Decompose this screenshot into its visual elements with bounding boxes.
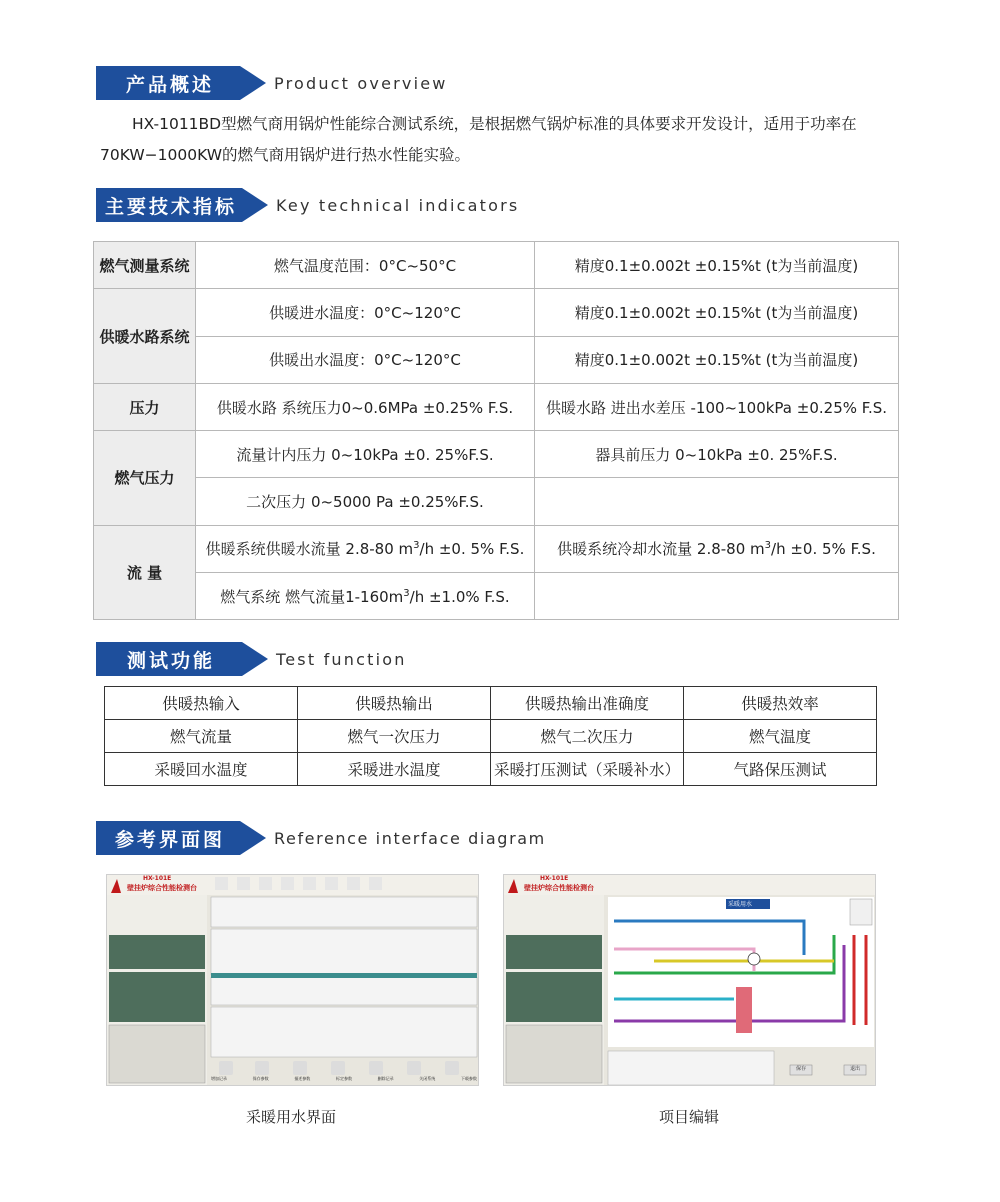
calibrate-params-button[interactable]: 标定参数 [335, 1076, 352, 1081]
superscript: 3 [413, 540, 420, 552]
section-title-en: Key technical indicators [276, 195, 520, 215]
category-cell: 流 量 [94, 525, 196, 620]
table-row [94, 525, 899, 572]
close-system-button[interactable]: 关闭系统 [419, 1076, 436, 1081]
caption-right: 项目编辑 [659, 1108, 720, 1126]
spec-text: /h ±0. 5% F.S. [419, 540, 525, 559]
section-header-indicators [100, 187, 519, 223]
spec-cell [535, 525, 899, 572]
function-cell: 供暖热输入 [105, 687, 298, 720]
table-row [94, 431, 899, 478]
section-title-tag: 参考界面图 [100, 821, 240, 855]
function-cell: 燃气流量 [105, 720, 298, 753]
app-title: 壁挂炉综合性能检测台 [127, 884, 197, 892]
section-header-overview [100, 65, 448, 101]
screenshot-drawing [107, 875, 479, 1086]
add-record-button[interactable]: 增加记录 [211, 1076, 227, 1081]
functions-table [104, 686, 877, 786]
table-row [94, 336, 899, 383]
describe-params-button[interactable]: 描述参数 [294, 1076, 311, 1081]
table-row [105, 720, 877, 753]
spec-cell: 供暖出水温度：0°C~120°C [196, 336, 535, 383]
section-title-tag: 产品概述 [100, 66, 240, 100]
function-cell: 供暖热输出准确度 [491, 687, 684, 720]
spec-cell: 供暖进水温度：0°C~120°C [196, 289, 535, 336]
table-row [94, 242, 899, 289]
category-cell: 供暖水路系统 [94, 289, 196, 384]
table-row [94, 289, 899, 336]
spec-cell: 燃气温度范围：0°C~50°C [196, 242, 535, 289]
exit-button[interactable]: 退出 [850, 1066, 861, 1072]
function-cell: 采暖回水温度 [105, 753, 298, 786]
function-cell: 燃气二次压力 [491, 720, 684, 753]
screenshot-heating-water [106, 874, 479, 1086]
table-row [105, 753, 877, 786]
save-button[interactable]: 保存 [796, 1066, 807, 1072]
function-cell: 气路保压测试 [684, 753, 877, 786]
download-params-button[interactable]: 下载参数 [460, 1076, 477, 1081]
app-title: 壁挂炉综合性能检测台 [524, 884, 594, 892]
superscript: 3 [403, 587, 410, 599]
function-cell: 燃气一次压力 [298, 720, 491, 753]
delete-record-button[interactable]: 删除记录 [377, 1076, 394, 1081]
section-title-en: Reference interface diagram [274, 828, 546, 848]
overview-line1: HX-1011BD型燃气商用锅炉性能综合测试系统，是根据燃气锅炉标准的具体要求开发设计，适用于功率在 [132, 115, 857, 133]
spec-cell: 精度0.1±0.002t ±0.15%t (t为当前温度) [535, 242, 899, 289]
category-cell: 燃气测量系统 [94, 242, 196, 289]
table-row [94, 383, 899, 430]
spec-cell: 精度0.1±0.002t ±0.15%t (t为当前温度) [535, 336, 899, 383]
panel-label: 采暖用水 [728, 901, 753, 908]
section-title-tag: 测试功能 [100, 642, 242, 676]
spec-cell: 器具前压力 0~10kPa ±0. 25%F.S. [535, 431, 899, 478]
function-cell: 供暖热输出 [298, 687, 491, 720]
section-title-en: Test function [276, 649, 407, 669]
function-cell: 采暖进水温度 [298, 753, 491, 786]
section-header-functions [100, 641, 407, 677]
section-title-tag: 主要技术指标 [100, 188, 242, 222]
screenshot-drawing [504, 875, 876, 1086]
function-cell: 供暖热效率 [684, 687, 877, 720]
indicators-table [93, 241, 899, 620]
caption-left: 采暖用水界面 [246, 1108, 337, 1126]
screenshot-project-edit [503, 874, 876, 1086]
spec-text: /h ±0. 5% F.S. [771, 540, 876, 559]
superscript: 3 [764, 540, 772, 552]
overview-line2: 70KW−1000KW的燃气商用锅炉进行热水性能实验。 [100, 146, 471, 164]
spec-cell [196, 573, 535, 620]
table-row [94, 573, 899, 620]
spec-cell: 精度0.1±0.002t ±0.15%t (t为当前温度) [535, 289, 899, 336]
spec-text: /h ±1.0% F.S. [409, 587, 510, 606]
spec-cell: 二次压力 0~5000 Pa ±0.25%F.S. [196, 478, 535, 525]
spec-cell [196, 525, 535, 572]
function-cell: 采暖打压测试（采暖补水） [491, 753, 684, 786]
spec-cell [535, 573, 899, 620]
spec-cell: 流量计内压力 0~10kPa ±0. 25%F.S. [196, 431, 535, 478]
section-header-reference [100, 820, 546, 856]
toolbar-buttons [211, 1076, 477, 1082]
spec-cell: 供暖水路 进出水差压 -100~100kPa ±0.25% F.S. [535, 383, 899, 430]
category-cell: 压力 [94, 383, 196, 430]
spec-cell [535, 478, 899, 525]
save-params-button[interactable]: 保存参数 [252, 1076, 269, 1081]
table-row [94, 478, 899, 525]
category-cell: 燃气压力 [94, 431, 196, 526]
spec-text: 燃气系统 燃气流量1-160m [220, 587, 404, 606]
spec-cell: 供暖水路 系统压力0~0.6MPa ±0.25% F.S. [196, 383, 535, 430]
app-title-small: HX-101E [143, 875, 172, 882]
function-cell: 燃气温度 [684, 720, 877, 753]
spec-text: 供暖系统冷却水流量 2.8-80 m [557, 540, 765, 559]
spec-text: 供暖系统供暖水流量 2.8-80 m [205, 540, 414, 559]
section-title-en: Product overview [274, 73, 448, 93]
app-title-small: HX-101E [540, 875, 569, 882]
table-row [105, 687, 877, 720]
